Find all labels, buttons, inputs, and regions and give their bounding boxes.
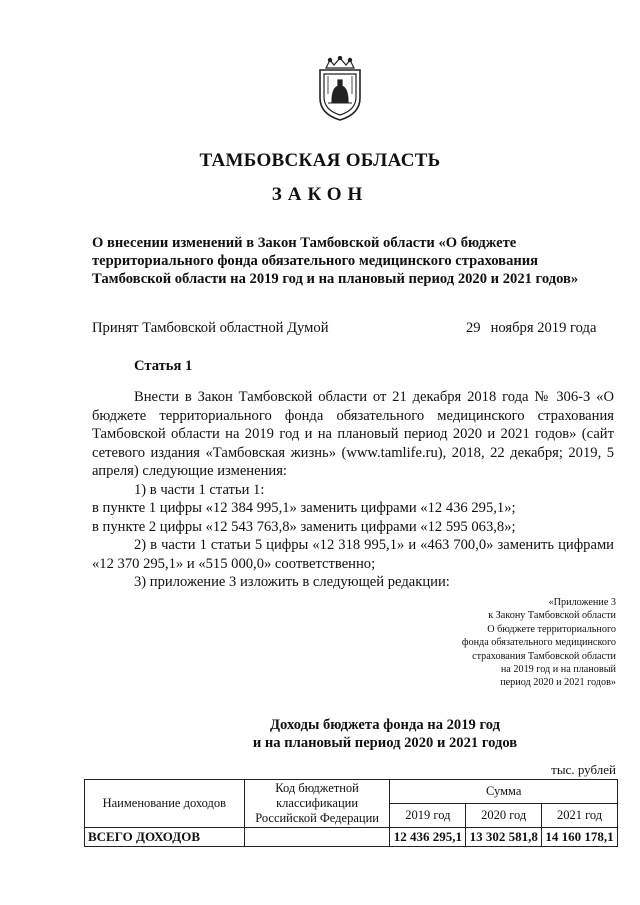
annex-line: страхования Тамбовской области [472, 650, 616, 662]
adoption-date [466, 320, 596, 337]
income-table-title [0, 716, 640, 752]
total-label: ВСЕГО ДОХОДОВ [85, 828, 245, 847]
coat-of-arms-icon [316, 56, 364, 122]
annex-line: фонда обязательного медицинского [461, 637, 616, 649]
amendment-subitem: в пункте 2 цифры «12 543 763,8» заменить цифрами «12 595 063,8»; [92, 518, 516, 535]
income-title-line: и на плановый период 2020 и 2021 годов [252, 735, 518, 751]
region-heading: ТАМБОВСКАЯ ОБЛАСТЬ [199, 150, 441, 171]
annex-line: период 2020 и 2021 годов» [500, 677, 616, 689]
adoption-month-year: ноября 2019 года [490, 320, 597, 336]
total-value: 13 302 581,8 [466, 828, 542, 847]
total-code [244, 828, 390, 847]
annex-line: О бюджете территориального [487, 623, 616, 635]
annex-line: к Закону Тамбовской области [488, 610, 616, 622]
column-header-year: 2020 год [466, 804, 542, 828]
document-type-heading: ЗАКОН [271, 184, 369, 205]
column-header-year: 2019 год [390, 804, 466, 828]
total-value: 14 160 178,1 [542, 828, 618, 847]
article-body [92, 388, 614, 592]
annex-line: «Приложение 3 [548, 597, 616, 608]
law-title [92, 234, 614, 288]
annex-reference [396, 596, 616, 690]
adopted-by: Принят Тамбовской областной Думой [92, 320, 329, 336]
article-heading: Статья 1 [134, 358, 193, 374]
law-title-line: Тамбовской области на 2019 год и на плановый период 2020 и 2021 годов» [92, 271, 579, 287]
adoption-day: 29 [466, 320, 481, 336]
units-label: тыс. рублей [551, 762, 616, 777]
table-header-row [85, 780, 618, 804]
amendment-item: 3) приложение 3 изложить в следующей редакции: [134, 574, 450, 590]
income-table [84, 779, 618, 847]
table-row [85, 828, 618, 847]
column-header-code: Код бюджетной классификации Российской Федерации [244, 780, 390, 828]
column-header-year: 2021 год [542, 804, 618, 828]
amendment-subitem: в пункте 1 цифры «12 384 995,1» заменить цифрами «12 436 295,1»; [92, 500, 516, 516]
annex-line: на 2019 год и на плановый [500, 664, 616, 676]
column-header-sum: Сумма [390, 780, 618, 804]
column-header-name: Наименование доходов [85, 780, 245, 828]
total-value: 12 436 295,1 [390, 828, 466, 847]
law-title-line: О внесении изменений в Закон Тамбовской области «О бюджете [92, 235, 517, 251]
law-title-line: территориального фонда обязательного медицинского страхования [92, 253, 539, 269]
amendment-item: 2) в части 1 статьи 5 цифры «12 318 995,1» и «463 700,0» заменить цифрами «12 370 295,1» и «515 000,0» соответственно; [92, 537, 614, 572]
intro-paragraph: Внести в Закон Тамбовской области от 21 декабря 2018 года № 306-З «О бюджете территориального фонда обязательного медицинского страхования Тамбовской области на 2019 год и на плановый период 2020 и 2021 годов» (сайт сетевого издания «Тамбовская жизнь» (www.tamlife.ru), 2018, 22 декабря; 2019, 5 апреля) следующие изменения: [92, 389, 614, 479]
amendment-item: 1) в части 1 статьи 1: [134, 481, 265, 498]
income-title-line: Доходы бюджета фонда на 2019 год [269, 717, 500, 733]
